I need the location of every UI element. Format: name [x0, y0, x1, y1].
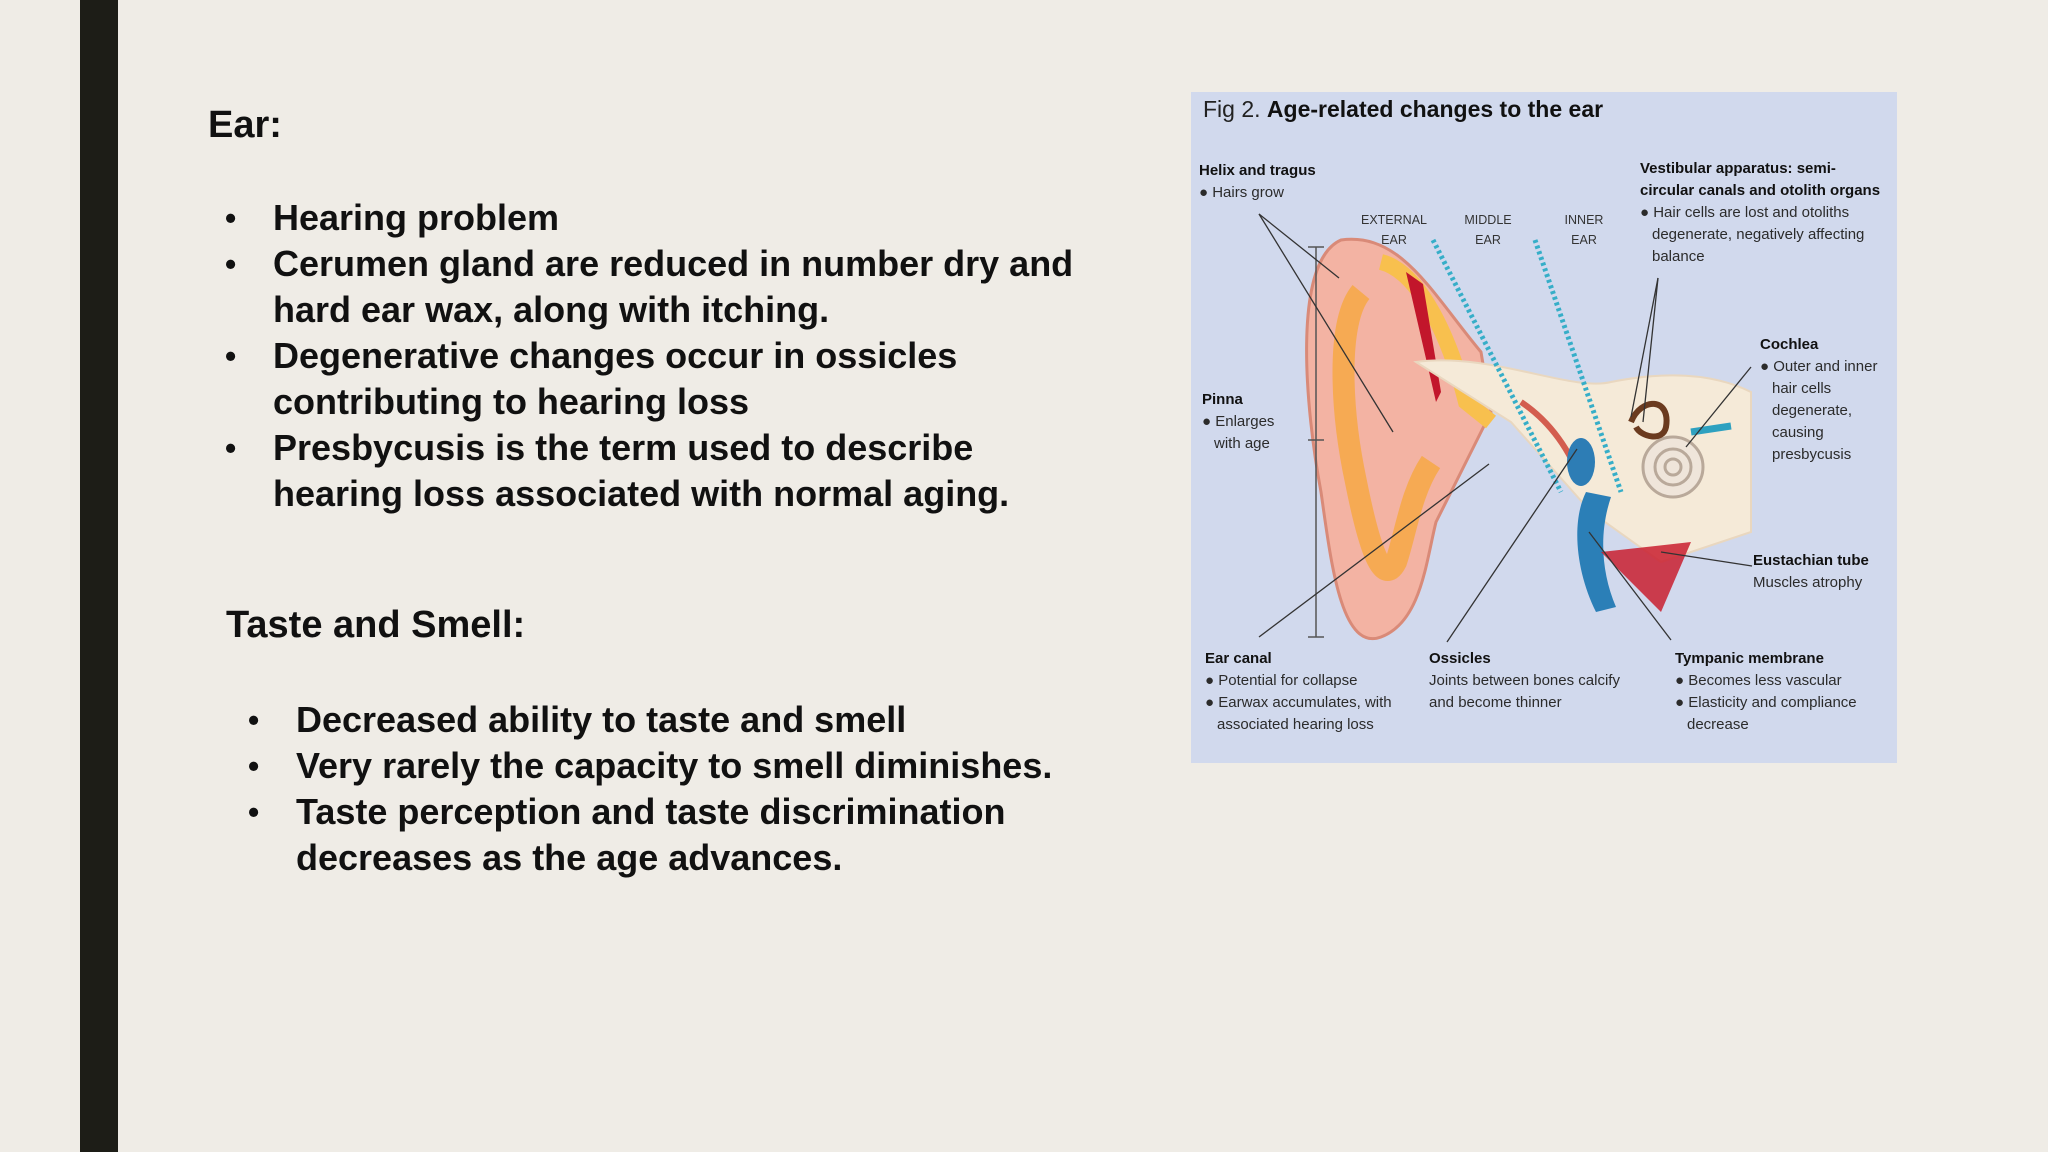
tympanic-membrane-label: Tympanic membrane ● Becomes less vascular ● Elasticity and compliance decrease	[1675, 650, 1857, 733]
ear-anatomy-figure	[1191, 92, 1897, 763]
list-item: • Degenerative changes occur in ossicles contributing to hearing loss	[225, 335, 958, 422]
list-item: • Taste perception and taste discrimination decreases as the age advances.	[248, 791, 1006, 878]
list-item: • Cerumen gland are reduced in number dry and hard ear wax, along with itching.	[225, 243, 1074, 330]
list-item: • Hearing problem	[273, 195, 1093, 241]
inner-ear-label: INNER EAR	[1564, 213, 1604, 247]
list-item: • Very rarely the capacity to smell diminishes.	[296, 743, 1096, 789]
bullet-icon: •	[225, 338, 237, 374]
cochlea-label: Cochlea ● Outer and inner hair cells degenerate, causing presbycusis	[1760, 336, 1878, 463]
middle-ear-label: MIDDLE EAR	[1464, 213, 1512, 247]
bullet-icon: •	[248, 794, 260, 830]
vestibular-apparatus-label: Vestibular apparatus: semi- circular canals and otolith organs ● Hair cells are lost and otoliths degenerate, negatively affecting balance	[1640, 160, 1881, 265]
figure-title: Fig 2. Age-related changes to the ear	[1203, 96, 1604, 122]
pinna-label: Pinna ● Enlarges with age	[1202, 391, 1275, 452]
bullet-icon: •	[225, 246, 237, 282]
taste-bullet-list	[248, 697, 1096, 881]
bullet-icon: •	[248, 702, 260, 738]
ossicles-label: Ossicles Joints between bones calcify and become thinner	[1429, 650, 1620, 711]
taste-smell-heading: Taste and Smell:	[226, 604, 526, 646]
ear-canal-label: Ear canal ● Potential for collapse ● Earwax accumulates, with associated hearing loss	[1205, 650, 1392, 733]
list-item: • Presbycusis is the term used to describe hearing loss associated with normal aging.	[225, 427, 1010, 514]
list-item: • Decreased ability to taste and smell	[296, 697, 1096, 743]
bullet-icon: •	[225, 200, 237, 236]
helix-tragus-label: Helix and tragus ● Hairs grow	[1199, 162, 1316, 201]
ear-bullet-list	[225, 195, 1093, 517]
eustachian-tube-label: Eustachian tube Muscles atrophy	[1753, 552, 1869, 591]
bullet-icon: •	[225, 430, 237, 466]
external-ear-label: EXTERNAL EAR	[1361, 213, 1427, 247]
bullet-icon: •	[248, 748, 260, 784]
ear-heading: Ear:	[208, 104, 282, 146]
